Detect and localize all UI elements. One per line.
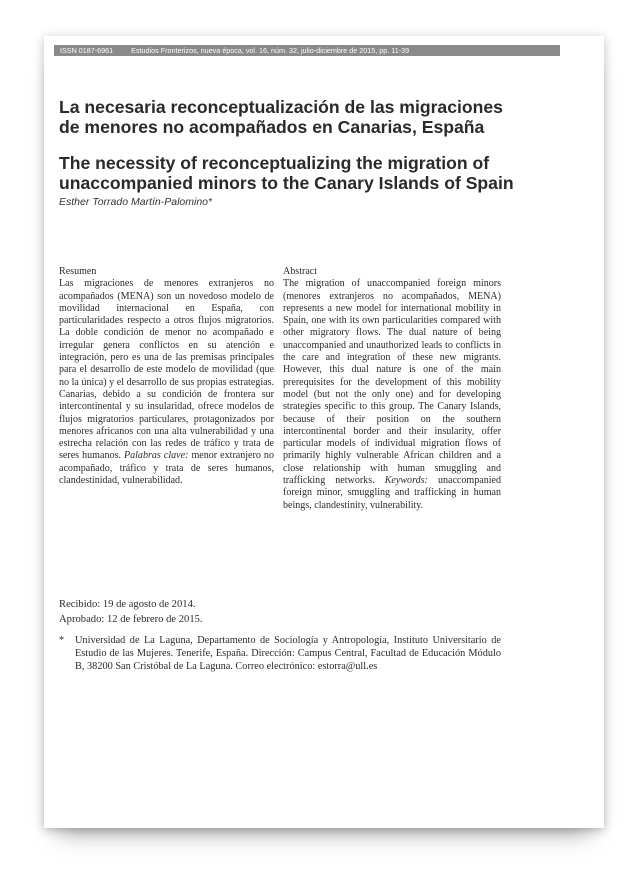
author-name: Esther Torrado Martín-Palomino* (59, 196, 213, 208)
resumen-column (59, 266, 274, 487)
english-title (59, 153, 529, 193)
author-affiliation-footnote (59, 634, 501, 673)
resumen-heading: Resumen (59, 266, 97, 277)
english-title-line-2: unaccompanied minors to the Canary Islands of Spain (59, 173, 514, 193)
spanish-title (59, 97, 529, 137)
journal-header-bar (54, 45, 560, 56)
keywords-text: unaccompanied foreign minor, smuggling and trafficking in human beings, clandestinity, vulnerability. (283, 475, 502, 511)
keywords-label: Keywords: (384, 475, 428, 487)
spanish-title-line-2: de menores no acompañados en Canarias, España (59, 117, 485, 137)
received-date: Recibido: 19 de agosto de 2014. (59, 599, 196, 610)
footnote-text: Universidad de La Laguna, Departamento de Sociología y Antropología, Instituto Universitario de Estudio de las Mujeres. Tenerife, España. Dirección: Campus Central, Facultad de Educación Módulo B, 38200 San Cristóbal de La Laguna. Correo electrónico: estorra@ull.es (75, 635, 501, 672)
spanish-title-line-1: La necesaria reconceptualización de las migraciones (59, 97, 503, 117)
abstract-heading: Abstract (283, 266, 318, 277)
approved-date: Aprobado: 12 de febrero de 2015. (59, 613, 203, 625)
title-block (59, 97, 529, 208)
resumen-body: Las migraciones de menores extranjeros no acompañados (MENA) son un novedoso modelo de movilidad internacional en España, con particularidades respecto a otros flujos migratorios. La doble condición de menor no acompañado e irregular genera conflictos en su atención e integración, pero es una de las premisas principales para el desarrollo de este modelo de movilidad (que no la única) y el desarrollo de sus propias estrategias. Canarias, debido a su condición de frontera sur intercontinental y su insularidad, ofrece modelos de flujos migratorios particulares, protagonizados por menores africanos con una alta vulnerabilidad y una estrecha relación con las redes de tráfico y trata de seres humanos. (59, 278, 274, 462)
journal-citation: Estudios Fronterizos, nueva época, vol. 16, núm. 32, julio-diciembre de 2015, pp. 11-39 (131, 46, 410, 55)
english-title-line-1: The necessity of reconceptualizing the migration of (59, 153, 490, 173)
dates-block (59, 598, 359, 627)
abstract-body: The migration of unaccompanied foreign minors (menores extranjeros no acompañados, MENA) represents a new model for international mobility in Spain, one with its own particularities compared with other migratory flows. The dual nature of being unaccompanied and unauthorized leads to conflicts in the care and integration of these new migrants. However, this dual nature is one of the main prerequisites for the development of this mobility model (but not the only one) and for developing strategies specific to this group. The Canary Islands, because of their position on the southern intercontinental border and their insularity, offer particular models of individual migration flows of primarily highly vulnerable African children and a close relationship with human smuggling and trafficking networks. (283, 278, 501, 487)
issn: ISSN 0187-6961 (60, 46, 114, 55)
palabras-clave-text: menor extranjero no acompañado, tráfico y trata de seres humanos, clandestinidad, vulnerabilidad. (59, 450, 274, 487)
footnote-mark: * (59, 635, 65, 646)
abstract-column (283, 266, 501, 512)
palabras-clave-label: Palabras clave: (123, 450, 189, 462)
